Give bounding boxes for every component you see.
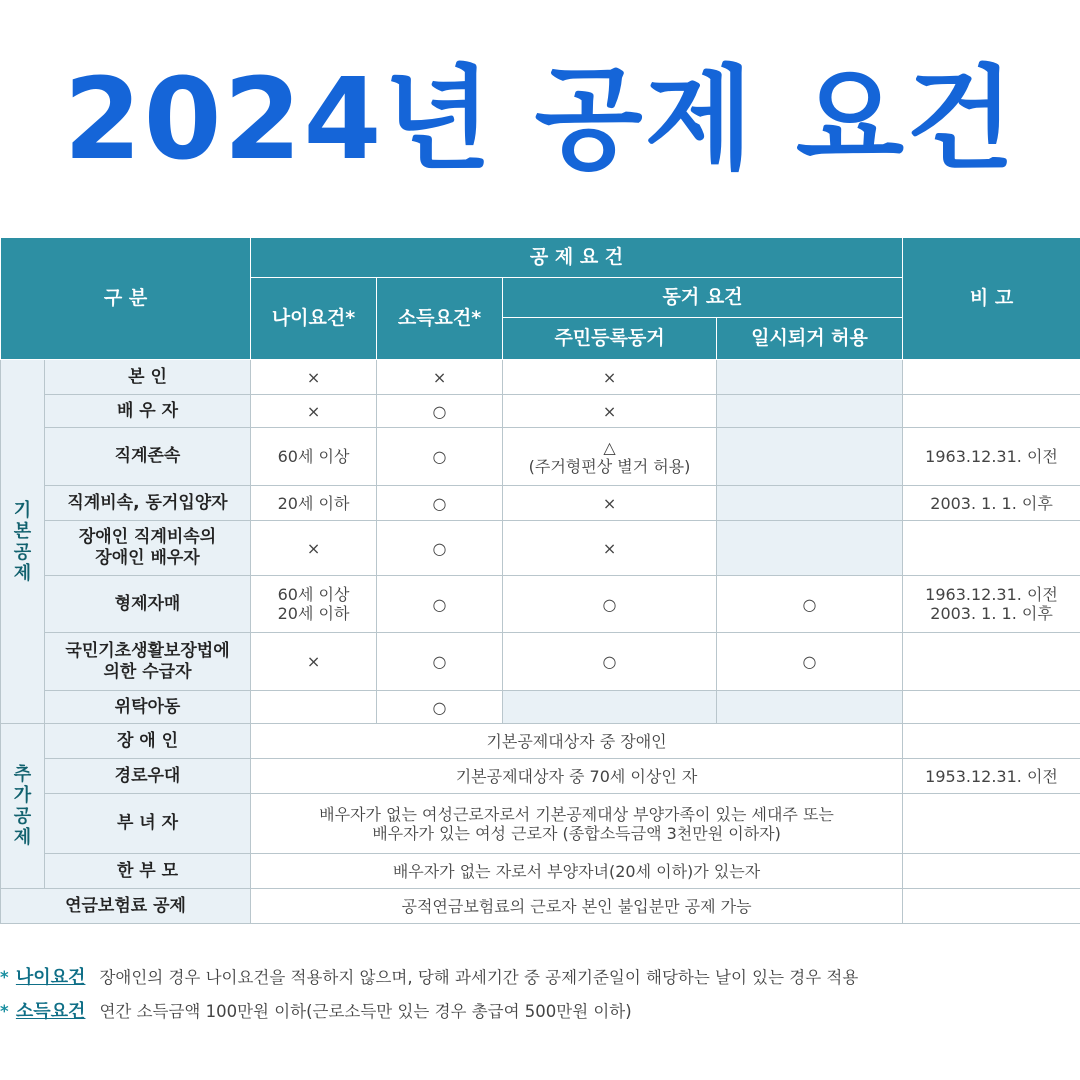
remarks-cell	[903, 691, 1080, 724]
remarks-cell: 1963.12.31. 이전 2003. 1. 1. 이후	[903, 576, 1080, 633]
header-age-requirement: 나이요건*	[251, 278, 377, 360]
footnote-asterisk: *	[0, 1002, 9, 1021]
table-row	[1, 428, 1080, 486]
table-row	[1, 395, 1080, 428]
row-label: 배 우 자	[45, 395, 251, 428]
remarks-cell	[903, 724, 1080, 759]
header-cohabitation-requirement: 동거 요건	[503, 278, 903, 318]
row-label: 경로우대	[45, 759, 251, 794]
table-row	[1, 576, 1080, 633]
resident-cell: ×	[503, 395, 717, 428]
age-cell: ×	[251, 360, 377, 395]
header-income-requirement: 소득요건*	[377, 278, 503, 360]
age-cell: ×	[251, 395, 377, 428]
row-label: 본 인	[45, 360, 251, 395]
income-cell: ○	[377, 428, 503, 486]
age-cell: ×	[251, 521, 377, 576]
table-row	[1, 360, 1080, 395]
row-label: 한 부 모	[45, 854, 251, 889]
remarks-cell	[903, 854, 1080, 889]
income-cell: ○	[377, 395, 503, 428]
remarks-cell: 1953.12.31. 이전	[903, 759, 1080, 794]
row-label: 직계존속	[45, 428, 251, 486]
temp-leave-cell	[717, 486, 903, 521]
table-row	[1, 724, 1080, 759]
group-label-basic: 기 본 공 제	[1, 360, 45, 724]
remarks-cell	[903, 360, 1080, 395]
footnote-text: 장애인의 경우 나이요건을 적용하지 않으며, 당해 과세기간 중 공제기준일이 해당하는 날이 있는 경우 적용	[99, 968, 859, 987]
resident-cell: ×	[503, 486, 717, 521]
income-cell: ○	[377, 576, 503, 633]
income-cell: ×	[377, 360, 503, 395]
table-row	[1, 759, 1080, 794]
remarks-cell	[903, 794, 1080, 854]
table-row	[1, 486, 1080, 521]
deduction-requirements-table	[0, 237, 1080, 924]
page-title: 2024년 공제 요건	[63, 55, 1017, 185]
table-row	[1, 521, 1080, 576]
income-cell: ○	[377, 521, 503, 576]
income-cell: ○	[377, 486, 503, 521]
table-row	[1, 794, 1080, 854]
temp-leave-cell	[717, 691, 903, 724]
row-label: 위탁아동	[45, 691, 251, 724]
remarks-cell	[903, 521, 1080, 576]
row-description: 배우자가 없는 여성근로자로서 기본공제대상 부양가족이 있는 세대주 또는 배우자가 있는 여성 근로자 (종합소득금액 3천만원 이하자)	[251, 794, 903, 854]
row-label: 부 녀 자	[45, 794, 251, 854]
temp-leave-cell	[717, 360, 903, 395]
basic-deduction-rows	[1, 360, 1080, 724]
row-label: 장애인 직계비속의 장애인 배우자	[45, 521, 251, 576]
remarks-cell: 2003. 1. 1. 이후	[903, 486, 1080, 521]
row-description: 배우자가 없는 자로서 부양자녀(20세 이하)가 있는자	[251, 854, 903, 889]
header-requirements: 공 제 요 건	[251, 238, 903, 278]
table-row	[1, 633, 1080, 691]
row-label: 연금보험료 공제	[1, 889, 251, 924]
footnote-age	[0, 963, 1080, 989]
row-label: 장 애 인	[45, 724, 251, 759]
income-cell: ○	[377, 633, 503, 691]
resident-cell: △ (주거형편상 별거 허용)	[503, 428, 717, 486]
income-cell: ○	[377, 691, 503, 724]
header-temporary-leave: 일시퇴거 허용	[717, 318, 903, 360]
resident-cell: ×	[503, 521, 717, 576]
age-cell: 20세 이하	[251, 486, 377, 521]
header-category: 구 분	[1, 238, 251, 360]
row-description: 기본공제대상자 중 장애인	[251, 724, 903, 759]
footnote-key: 소득요건	[15, 1001, 86, 1022]
temp-leave-cell	[717, 428, 903, 486]
remarks-cell: 1963.12.31. 이전	[903, 428, 1080, 486]
footnote-income	[0, 997, 1080, 1023]
row-label: 형제자매	[45, 576, 251, 633]
footnote-key: 나이요건	[15, 967, 86, 988]
row-label: 국민기초생활보장법에 의한 수급자	[45, 633, 251, 691]
temp-leave-cell	[717, 521, 903, 576]
header-resident-registration: 주민등록동거	[503, 318, 717, 360]
row-remarks	[903, 889, 1080, 924]
row-description: 공적연금보험료의 근로자 본인 불입분만 공제 가능	[251, 889, 903, 924]
table-row	[1, 691, 1080, 724]
age-cell: 60세 이상 20세 이하	[251, 576, 377, 633]
age-cell: 60세 이상	[251, 428, 377, 486]
footnote-asterisk: *	[0, 968, 9, 987]
remarks-cell	[903, 633, 1080, 691]
row-description: 기본공제대상자 중 70세 이상인 자	[251, 759, 903, 794]
table-row	[1, 854, 1080, 889]
row-label: 직계비속, 동거입양자	[45, 486, 251, 521]
remarks-cell	[903, 395, 1080, 428]
resident-cell: ×	[503, 360, 717, 395]
footnote-text: 연간 소득금액 100만원 이하(근로소득만 있는 경우 총급여 500만원 이하)	[99, 1002, 632, 1021]
group-label-additional: 추 가 공 제	[1, 724, 45, 889]
temp-leave-cell: ○	[717, 576, 903, 633]
resident-cell	[503, 691, 717, 724]
resident-cell: ○	[503, 633, 717, 691]
age-cell	[251, 691, 377, 724]
additional-deduction-rows	[1, 724, 1080, 889]
resident-cell: ○	[503, 576, 717, 633]
temp-leave-cell	[717, 395, 903, 428]
header-remarks: 비 고	[903, 238, 1080, 360]
temp-leave-cell: ○	[717, 633, 903, 691]
table-row-pension	[1, 889, 1080, 924]
age-cell: ×	[251, 633, 377, 691]
